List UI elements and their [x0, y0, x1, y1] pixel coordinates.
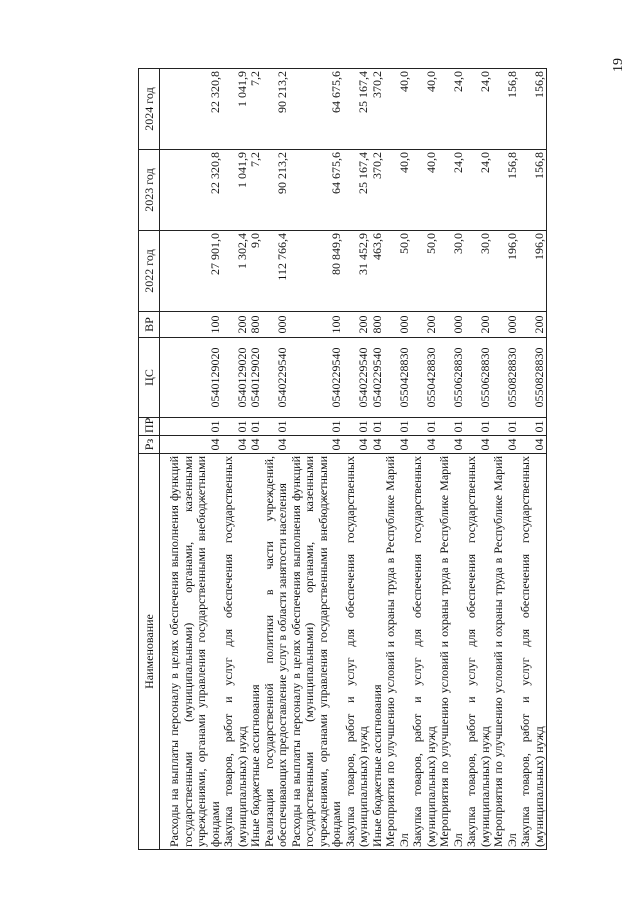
- row-2024: 24,0: [438, 69, 465, 150]
- row-cs: 0540229540: [344, 338, 371, 418]
- row-2023: 370,2: [371, 150, 385, 231]
- row-2024: 1 041,9: [222, 69, 249, 150]
- row-vr: 200: [519, 312, 547, 338]
- row-vr: 000: [384, 312, 411, 338]
- table-row: [290, 69, 344, 850]
- table-row: [344, 69, 371, 850]
- row-2022: 196,0: [492, 231, 519, 312]
- row-name: Закупка товаров, работ и услуг для обеспечения государственных (муниципальных) нужд: [411, 454, 438, 850]
- row-cs: 0550628830: [438, 338, 465, 418]
- row-pr: 01: [222, 418, 249, 436]
- row-2023: 40,0: [411, 150, 438, 231]
- row-rz: 04: [492, 436, 519, 454]
- row-pr: 01: [438, 418, 465, 436]
- row-2023: 25 167,4: [344, 150, 371, 231]
- row-name: Иные бюджетные ассигнования: [371, 454, 385, 850]
- header-2023: 2023 год: [139, 150, 160, 231]
- row-rz: 04: [249, 436, 263, 454]
- row-cs: 0550828830: [492, 338, 519, 418]
- row-2023: 156,8: [492, 150, 519, 231]
- row-vr: 200: [465, 312, 492, 338]
- row-2022: 112 766,4: [263, 231, 290, 312]
- row-pr: 01: [371, 418, 385, 436]
- row-pr: 01: [263, 418, 290, 436]
- row-vr: 000: [492, 312, 519, 338]
- table-row: [438, 69, 465, 850]
- row-2024: 156,8: [492, 69, 519, 150]
- row-pr: 01: [519, 418, 547, 436]
- row-name: Мероприятия по улучшению условий и охраны труда в Республике Марий Эл: [384, 454, 411, 850]
- row-pr: 01: [249, 418, 263, 436]
- row-rz: 04: [168, 436, 222, 454]
- row-name: Реализация государственной политики в части учреждений, обеспечивающих предоставление услуг в области занятости населения: [263, 454, 290, 850]
- row-vr: 800: [249, 312, 263, 338]
- row-name: Мероприятия по улучшению условий и охраны труда в Республике Марий Эл: [492, 454, 519, 850]
- table-row: [249, 69, 263, 850]
- row-cs: 0550628830: [465, 338, 492, 418]
- row-2023: 64 675,6: [290, 150, 344, 231]
- table-row: [411, 69, 438, 850]
- row-2022: 196,0: [519, 231, 547, 312]
- row-2024: 22 320,8: [168, 69, 222, 150]
- row-2022: 31 452,9: [344, 231, 371, 312]
- row-vr: 200: [344, 312, 371, 338]
- row-name: Расходы на выплаты персоналу в целях обеспечения выполнения функций государственными (муниципальными) органами, казенными учреждениями, органами управления государственными внебюджетными фондами: [168, 454, 222, 850]
- row-2024: 64 675,6: [290, 69, 344, 150]
- row-vr: 200: [411, 312, 438, 338]
- row-pr: 01: [384, 418, 411, 436]
- row-rz: 04: [222, 436, 249, 454]
- table-row: [384, 69, 411, 850]
- row-2022: 9,0: [249, 231, 263, 312]
- row-2023: 90 213,2: [263, 150, 290, 231]
- row-cs: 0540229540: [263, 338, 290, 418]
- header-2024: 2024 год: [139, 69, 160, 150]
- row-cs: 0540129020: [249, 338, 263, 418]
- table-row: [222, 69, 249, 850]
- row-2022: 463,6: [371, 231, 385, 312]
- row-cs: 0540129020: [168, 338, 222, 418]
- row-name: Закупка товаров, работ и услуг для обеспечения государственных (муниципальных) нужд: [519, 454, 547, 850]
- row-2023: 7,2: [249, 150, 263, 231]
- row-name: Закупка товаров, работ и услуг для обеспечения государственных (муниципальных) нужд: [344, 454, 371, 850]
- row-vr: 100: [290, 312, 344, 338]
- rotated-table-container: [138, 68, 638, 850]
- row-2022: 30,0: [438, 231, 465, 312]
- row-2024: 40,0: [384, 69, 411, 150]
- header-cs: ЦС: [139, 338, 160, 418]
- row-rz: 04: [519, 436, 547, 454]
- row-2024: 7,2: [249, 69, 263, 150]
- row-2023: 24,0: [465, 150, 492, 231]
- row-cs: 0550428830: [411, 338, 438, 418]
- table-row: [465, 69, 492, 850]
- header-rz: Рз: [139, 436, 160, 454]
- row-cs: 0540229540: [290, 338, 344, 418]
- row-pr: 01: [465, 418, 492, 436]
- row-2024: 24,0: [465, 69, 492, 150]
- header-name: Наименование: [139, 454, 160, 850]
- row-vr: 100: [168, 312, 222, 338]
- row-2024: 90 213,2: [263, 69, 290, 150]
- row-pr: 01: [344, 418, 371, 436]
- row-2023: 24,0: [438, 150, 465, 231]
- row-2022: 27 901,0: [168, 231, 222, 312]
- table-row: [492, 69, 519, 850]
- row-name: Расходы на выплаты персоналу в целях обеспечения выполнения функций государственными (муниципальными) органами, казенными учреждениями, органами управления государственными внебюджетными фондами: [290, 454, 344, 850]
- budget-table: [138, 68, 547, 850]
- table-row: [371, 69, 385, 850]
- row-2024: 370,2: [371, 69, 385, 150]
- row-2023: 156,8: [519, 150, 547, 231]
- header-2022: 2022 год: [139, 231, 160, 312]
- row-cs: 0550828830: [519, 338, 547, 418]
- row-2022: 50,0: [384, 231, 411, 312]
- row-vr: 000: [263, 312, 290, 338]
- table-row: [519, 69, 547, 850]
- row-2023: 22 320,8: [168, 150, 222, 231]
- row-cs: 0540129020: [222, 338, 249, 418]
- row-pr: 01: [411, 418, 438, 436]
- page-number: 19: [611, 58, 626, 72]
- row-cs: 0550428830: [384, 338, 411, 418]
- row-2022: 30,0: [465, 231, 492, 312]
- row-rz: 04: [411, 436, 438, 454]
- row-rz: 04: [263, 436, 290, 454]
- row-2022: 1 302,4: [222, 231, 249, 312]
- table-row: [168, 69, 222, 850]
- row-name: Закупка товаров, работ и услуг для обеспечения государственных (муниципальных) нужд: [465, 454, 492, 850]
- row-pr: 01: [492, 418, 519, 436]
- row-name: Иные бюджетные ассигнования: [249, 454, 263, 850]
- row-2022: 50,0: [411, 231, 438, 312]
- row-2022: 80 849,9: [290, 231, 344, 312]
- row-rz: 04: [465, 436, 492, 454]
- row-2023: 40,0: [384, 150, 411, 231]
- row-pr: 01: [168, 418, 222, 436]
- row-name: Мероприятия по улучшению условий и охраны труда в Республике Марий Эл: [438, 454, 465, 850]
- row-vr: 200: [222, 312, 249, 338]
- row-name: Закупка товаров, работ и услуг для обеспечения государственных (муниципальных) нужд: [222, 454, 249, 850]
- table-row: [263, 69, 290, 850]
- row-pr: 01: [290, 418, 344, 436]
- row-rz: 04: [384, 436, 411, 454]
- row-vr: 000: [438, 312, 465, 338]
- header-pr: ПР: [139, 418, 160, 436]
- header-vr: ВР: [139, 312, 160, 338]
- row-2024: 25 167,4: [344, 69, 371, 150]
- table-header-row: [139, 69, 160, 850]
- row-rz: 04: [344, 436, 371, 454]
- row-rz: 04: [438, 436, 465, 454]
- row-cs: 0540229540: [371, 338, 385, 418]
- row-rz: 04: [290, 436, 344, 454]
- row-rz: 04: [371, 436, 385, 454]
- row-vr: 800: [371, 312, 385, 338]
- row-2024: 156,8: [519, 69, 547, 150]
- row-2024: 40,0: [411, 69, 438, 150]
- row-2023: 1 041,9: [222, 150, 249, 231]
